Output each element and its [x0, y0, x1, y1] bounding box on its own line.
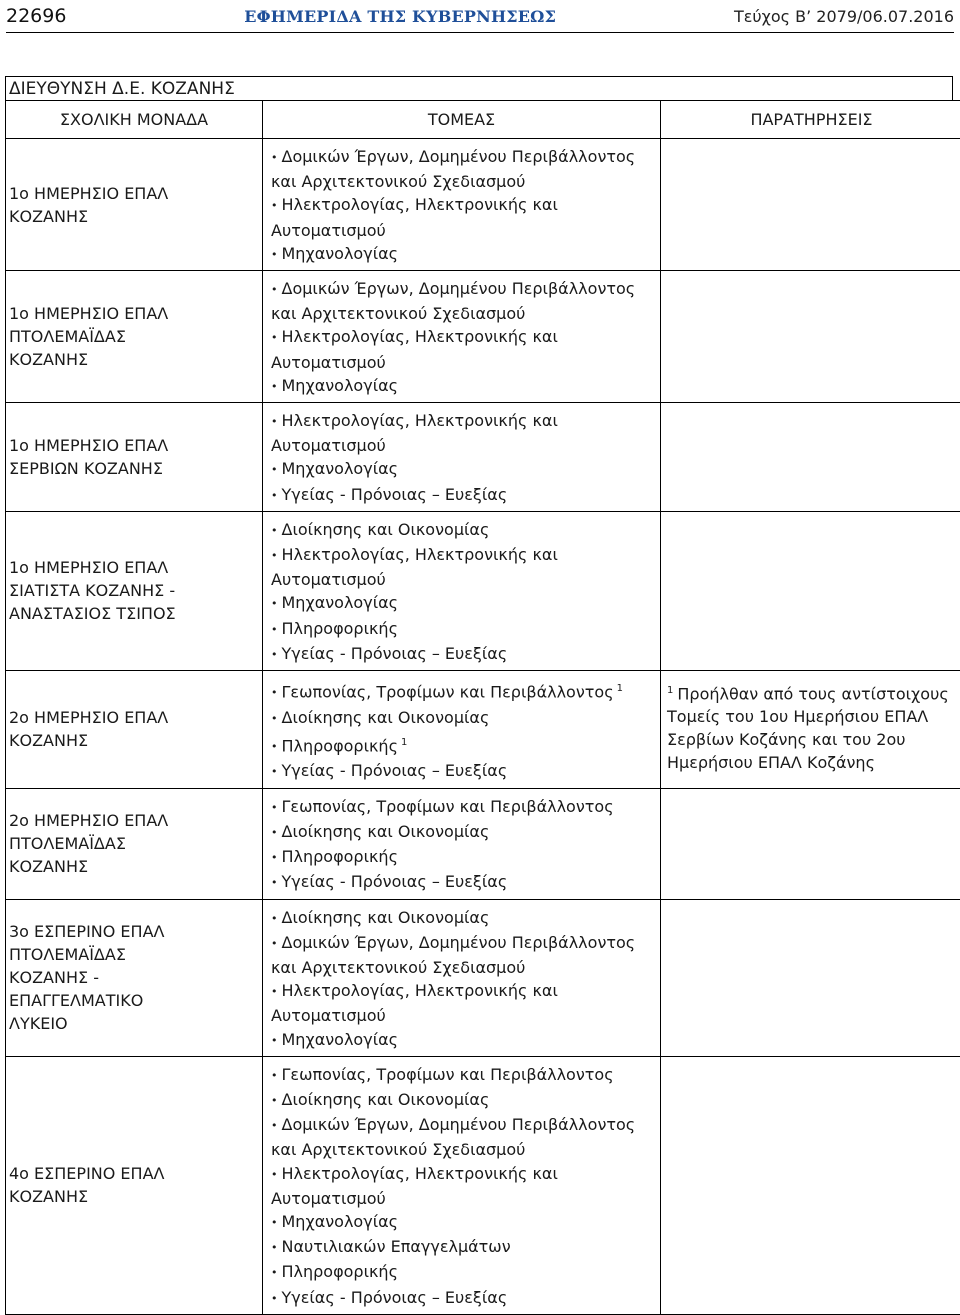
bullet-icon: •	[271, 380, 278, 393]
footnote-marker: 1	[667, 685, 673, 696]
bullet-icon: •	[271, 851, 278, 864]
school-name-line: ΚΟΖΑΝΗΣ -	[9, 966, 261, 989]
sector-line	[271, 219, 654, 242]
sector-text: Δομικών Έργων, Δομημένου Περιβάλλοντος	[282, 279, 636, 298]
note-line	[667, 728, 958, 751]
sector-text: Ηλεκτρολογίας, Ηλεκτρονικής και	[282, 411, 558, 430]
note-text: Προήλθαν από τους αντίστοιχους	[677, 684, 948, 703]
sector-text: και Αρχιτεκτονικού Σχεδιασμού	[271, 304, 525, 323]
school-name-line: 1ο ΗΜΕΡΗΣΙΟ ΕΠΑΛ	[9, 302, 261, 325]
sector-text: Υγείας - Πρόνοιας – Ευεξίας	[282, 1288, 508, 1307]
bullet-icon: •	[271, 549, 278, 562]
bullet-icon: •	[271, 524, 278, 537]
bullet-icon: •	[271, 1292, 278, 1305]
bullet-icon: •	[271, 937, 278, 950]
sector-text: Γεωπονίας, Τροφίμων και Περιβάλλοντος	[282, 797, 614, 816]
sector-cell	[263, 788, 661, 899]
sector-line	[271, 795, 654, 820]
sector-line	[271, 242, 654, 267]
sector-cell	[263, 899, 661, 1056]
sector-line	[271, 1063, 654, 1088]
sector-line	[271, 193, 654, 218]
school-name-line: ΕΠΑΓΓΕΛΜΑΤΙΚΟ	[9, 989, 261, 1012]
sector-line	[271, 1138, 654, 1161]
sector-text: Ηλεκτρολογίας, Ηλεκτρονικής και	[282, 1164, 558, 1183]
sector-line	[271, 1004, 654, 1027]
sector-line	[271, 870, 654, 895]
issue-reference: Τεύχος Β’ 2079/06.07.2016	[734, 7, 954, 26]
school-name-line: 3ο ΕΣΠΕΡΙΝΟ ΕΠΑΛ	[9, 920, 261, 943]
sector-line	[271, 518, 654, 543]
sector-text: Διοίκησης και Οικονομίας	[282, 708, 490, 727]
sector-line	[271, 351, 654, 374]
bullet-icon: •	[271, 597, 278, 610]
school-cell	[6, 899, 263, 1056]
region-title: ΔΙΕΥΘΥΝΣΗ Δ.Ε. ΚΟΖΑΝΗΣ	[5, 76, 953, 100]
sector-line	[271, 677, 654, 706]
sector-line	[271, 1187, 654, 1210]
notes-cell	[661, 139, 960, 271]
sector-line	[271, 1162, 654, 1187]
notes-cell	[661, 403, 960, 512]
table-row	[6, 671, 960, 788]
sector-text: Ηλεκτρολογίας, Ηλεκτρονικής και	[282, 327, 558, 346]
bullet-icon: •	[271, 463, 278, 476]
bullet-icon: •	[271, 415, 278, 428]
sector-line	[271, 457, 654, 482]
bullet-icon: •	[271, 199, 278, 212]
sector-text: Μηχανολογίας	[282, 1030, 399, 1049]
school-cell	[6, 788, 263, 899]
bullet-icon: •	[271, 1216, 278, 1229]
school-name-line: 2ο ΗΜΕΡΗΣΙΟ ΕΠΑΛ	[9, 706, 261, 729]
sector-text: Ηλεκτρολογίας, Ηλεκτρονικής και	[282, 545, 558, 564]
sector-text: Ηλεκτρολογίας, Ηλεκτρονικής και	[282, 981, 558, 1000]
school-cell	[6, 271, 263, 403]
sector-line	[271, 1028, 654, 1053]
sector-line	[271, 706, 654, 731]
school-name-line: 2ο ΗΜΕΡΗΣΙΟ ΕΠΑΛ	[9, 809, 261, 832]
sector-line	[271, 543, 654, 568]
sector-text: Αυτοματισμού	[271, 570, 386, 589]
school-name-line: ΠΤΟΛΕΜΑΪΔΑΣ	[9, 832, 261, 855]
sector-text: Υγείας - Πρόνοιας – Ευεξίας	[282, 872, 508, 891]
sector-text: Γεωπονίας, Τροφίμων και Περιβάλλοντος	[282, 682, 614, 701]
sector-text: Γεωπονίας, Τροφίμων και Περιβάλλοντος	[282, 1065, 614, 1084]
sector-line	[271, 731, 654, 760]
school-name-line: 1ο ΗΜΕΡΗΣΙΟ ΕΠΑΛ	[9, 182, 261, 205]
sector-text: Μηχανολογίας	[282, 459, 399, 478]
school-name-line: ΚΟΖΑΝΗΣ	[9, 205, 261, 228]
sector-line	[271, 591, 654, 616]
bullet-icon: •	[271, 1241, 278, 1254]
school-name-line: ΚΟΖΑΝΗΣ	[9, 855, 261, 878]
bullet-icon: •	[271, 826, 278, 839]
sector-line	[271, 483, 654, 508]
school-name-line: ΣΕΡΒΙΩΝ ΚΟΖΑΝΗΣ	[9, 457, 261, 480]
table-body	[6, 139, 960, 1315]
sector-text: Ηλεκτρολογίας, Ηλεκτρονικής και	[282, 195, 558, 214]
school-name-line: ΑΝΑΣΤΑΣΙΟΣ ΤΣΙΠΟΣ	[9, 602, 261, 625]
sector-line	[271, 170, 654, 193]
table-header-row	[6, 101, 960, 139]
sector-line	[271, 1286, 654, 1311]
sector-line	[271, 325, 654, 350]
bullet-icon: •	[271, 1119, 278, 1132]
column-header-notes: ΠΑΡΑΤΗΡΗΣΕΙΣ	[661, 101, 960, 139]
table-row	[6, 788, 960, 899]
school-name-line: ΚΟΖΑΝΗΣ	[9, 1185, 261, 1208]
school-cell	[6, 1056, 263, 1314]
bullet-icon: •	[271, 801, 278, 814]
notes-cell	[661, 671, 960, 788]
sector-line	[271, 1088, 654, 1113]
school-name-line: 4ο ΕΣΠΕΡΙΝΟ ΕΠΑΛ	[9, 1162, 261, 1185]
sector-text: Πληροφορικής	[282, 619, 398, 638]
sector-text: Δομικών Έργων, Δομημένου Περιβάλλοντος	[282, 933, 636, 952]
sector-line	[271, 617, 654, 642]
sector-cell	[263, 139, 661, 271]
bullet-icon: •	[271, 1094, 278, 1107]
school-name-line: 1ο ΗΜΕΡΗΣΙΟ ΕΠΑΛ	[9, 434, 261, 457]
school-name-line: ΠΤΟΛΕΜΑΪΔΑΣ	[9, 943, 261, 966]
journal-title: ΕΦΗΜΕΡΙΔΑ ΤΗΣ ΚΥΒΕΡΝΗΣΕΩΣ	[244, 7, 556, 26]
school-cell	[6, 671, 263, 788]
sector-text: Μηχανολογίας	[282, 1212, 399, 1231]
bullet-icon: •	[271, 876, 278, 889]
bullet-icon: •	[271, 151, 278, 164]
bullet-icon: •	[271, 1168, 278, 1181]
sector-line	[271, 1113, 654, 1138]
sector-line	[271, 568, 654, 591]
bullet-icon: •	[271, 489, 278, 502]
sector-line	[271, 302, 654, 325]
school-cell	[6, 511, 263, 670]
notes-cell	[661, 1056, 960, 1314]
note-line	[667, 751, 958, 774]
sector-text: Μηχανολογίας	[282, 593, 399, 612]
bullet-icon: •	[271, 912, 278, 925]
school-name-line: ΚΟΖΑΝΗΣ	[9, 348, 261, 371]
table-row	[6, 271, 960, 403]
sector-text: Αυτοματισμού	[271, 221, 386, 240]
table-row	[6, 511, 960, 670]
sector-line	[271, 1235, 654, 1260]
sector-text: Διοίκησης και Οικονομίας	[282, 822, 490, 841]
school-name-line: ΛΥΚΕΙΟ	[9, 1012, 261, 1035]
sector-cell	[263, 671, 661, 788]
sector-line	[271, 374, 654, 399]
sector-line	[271, 1210, 654, 1235]
sector-line	[271, 845, 654, 870]
bullet-icon: •	[271, 686, 278, 699]
sector-text: και Αρχιτεκτονικού Σχεδιασμού	[271, 1140, 525, 1159]
table-row	[6, 403, 960, 512]
sector-cell	[263, 511, 661, 670]
footnote-marker: 1	[401, 737, 407, 748]
table-row	[6, 1056, 960, 1314]
sector-line	[271, 759, 654, 784]
note-text: Σερβίων Κοζάνης και του 2ου	[667, 730, 906, 749]
bullet-icon: •	[271, 712, 278, 725]
sector-line	[271, 642, 654, 667]
school-cell	[6, 139, 263, 271]
sector-text: και Αρχιτεκτονικού Σχεδιασμού	[271, 172, 525, 191]
sector-text: Αυτοματισμού	[271, 1006, 386, 1025]
bullet-icon: •	[271, 1266, 278, 1279]
page-header	[6, 0, 954, 33]
sector-text: Πληροφορικής	[282, 847, 398, 866]
sector-text: Πληροφορικής	[282, 736, 398, 755]
sector-line	[271, 277, 654, 302]
note-text: Τομείς του 1ου Ημερήσιου ΕΠΑΛ	[667, 707, 928, 726]
bullet-icon: •	[271, 765, 278, 778]
sector-text: Πληροφορικής	[282, 1262, 398, 1281]
notes-cell	[661, 788, 960, 899]
sector-text: Ναυτιλιακών Επαγγελμάτων	[282, 1237, 511, 1256]
notes-cell	[661, 899, 960, 1056]
sector-line	[271, 906, 654, 931]
sector-text: και Αρχιτεκτονικού Σχεδιασμού	[271, 958, 525, 977]
schools-table	[5, 100, 960, 1315]
sector-text: Υγείας - Πρόνοιας – Ευεξίας	[282, 644, 508, 663]
page-number: 22696	[6, 5, 66, 27]
sector-line	[271, 434, 654, 457]
sector-line	[271, 931, 654, 956]
sector-line	[271, 956, 654, 979]
school-name-line: ΣΙΑΤΙΣΤΑ ΚΟΖΑΝΗΣ -	[9, 579, 261, 602]
sector-line	[271, 979, 654, 1004]
bullet-icon: •	[271, 985, 278, 998]
notes-cell	[661, 511, 960, 670]
table-row	[6, 899, 960, 1056]
school-cell	[6, 403, 263, 512]
sector-line	[271, 145, 654, 170]
sector-line	[271, 409, 654, 434]
bullet-icon: •	[271, 283, 278, 296]
table-row	[6, 139, 960, 271]
sector-text: Υγείας - Πρόνοιας – Ευεξίας	[282, 485, 508, 504]
sector-text: Αυτοματισμού	[271, 1189, 386, 1208]
sector-text: Διοίκησης και Οικονομίας	[282, 908, 490, 927]
sector-cell	[263, 403, 661, 512]
note-line	[667, 705, 958, 728]
note-line	[667, 679, 958, 705]
school-name-line: ΠΤΟΛΕΜΑΪΔΑΣ	[9, 325, 261, 348]
sector-text: Διοίκησης και Οικονομίας	[282, 1090, 490, 1109]
sector-cell	[263, 271, 661, 403]
sector-cell	[263, 1056, 661, 1314]
sector-line	[271, 820, 654, 845]
column-header-sector: ΤΟΜΕΑΣ	[263, 101, 661, 139]
sector-text: Δομικών Έργων, Δομημένου Περιβάλλοντος	[282, 147, 636, 166]
sector-line	[271, 1260, 654, 1285]
note-text: Ημερήσιου ΕΠΑΛ Κοζάνης	[667, 753, 875, 772]
notes-cell	[661, 271, 960, 403]
sector-text: Μηχανολογίας	[282, 244, 399, 263]
footnote-marker: 1	[617, 683, 623, 694]
school-name-line: ΚΟΖΑΝΗΣ	[9, 729, 261, 752]
sector-text: Υγείας - Πρόνοιας – Ευεξίας	[282, 761, 508, 780]
sector-text: Διοίκησης και Οικονομίας	[282, 520, 490, 539]
bullet-icon: •	[271, 1034, 278, 1047]
bullet-icon: •	[271, 248, 278, 261]
bullet-icon: •	[271, 648, 278, 661]
bullet-icon: •	[271, 740, 278, 753]
sector-text: Δομικών Έργων, Δομημένου Περιβάλλοντος	[282, 1115, 636, 1134]
school-name-line: 1ο ΗΜΕΡΗΣΙΟ ΕΠΑΛ	[9, 556, 261, 579]
sector-text: Αυτοματισμού	[271, 353, 386, 372]
sector-text: Μηχανολογίας	[282, 376, 399, 395]
sector-text: Αυτοματισμού	[271, 436, 386, 455]
column-header-school: ΣΧΟΛΙΚΗ ΜΟΝΑΔΑ	[6, 101, 263, 139]
bullet-icon: •	[271, 1069, 278, 1082]
bullet-icon: •	[271, 623, 278, 636]
bullet-icon: •	[271, 331, 278, 344]
